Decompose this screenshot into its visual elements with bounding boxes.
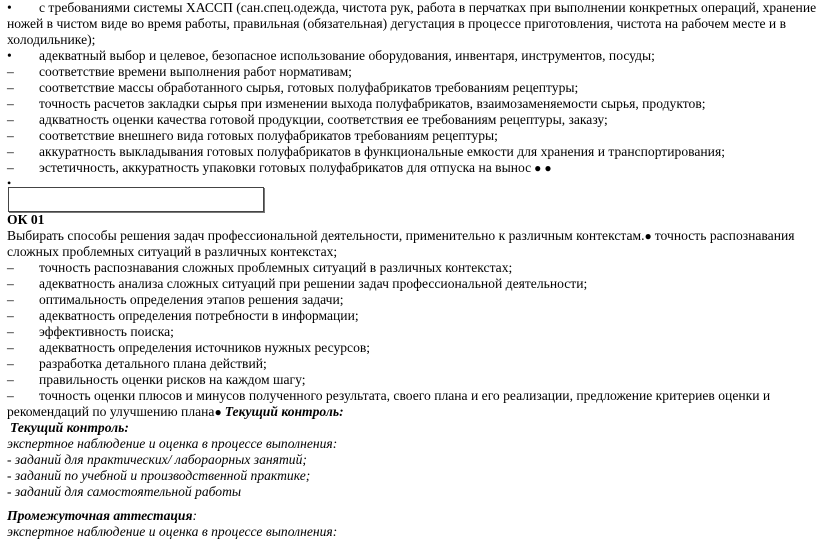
ok-item-3: – оптимальность определения этапов решения задачи; <box>7 292 344 307</box>
empty-text-frame <box>8 187 264 212</box>
ok-heading: ОК 01 <box>7 212 45 227</box>
dash-marker: – <box>7 372 14 387</box>
ok-intro-line-1: Выбирать способы решения задач профессиональной деятельности, применительно к различным контекстам.● точность распознавания <box>7 228 795 243</box>
current-control-item-1: - заданий для практических/ лабораорных занятий; <box>7 452 307 467</box>
req-line-5: – соответствие времени выполнения работ нормативам; <box>7 64 352 79</box>
dash-marker: – <box>7 276 14 291</box>
ok-intro-line-2: сложных проблемных ситуаций в различных контекстах; <box>7 244 338 259</box>
ok-item-5: – эффективность поиска; <box>7 324 174 339</box>
dash-marker: – <box>7 292 14 307</box>
dash-marker: – <box>7 324 14 339</box>
ok-item-2: – адекватность анализа сложных ситуаций при решении задач профессиональной деятельности; <box>7 276 588 291</box>
interim-title-line: Промежуточная аттестация: <box>7 508 198 523</box>
req-line-3: холодильнике); <box>7 32 96 47</box>
lone-bullet: • <box>7 176 12 190</box>
dash-marker: – <box>7 308 14 323</box>
req-line-2: ножей в чистом виде во время работы, правильная (обязательная) дегустация в процессе приготовления, чистота на рабочем месте и в <box>7 16 787 31</box>
req-line-7: – точность расчетов закладки сырья при изменении выхода полуфабрикатов, взаимозаменяемости сырья, продуктов; <box>7 96 706 111</box>
bullet-dot-icon: ● <box>214 405 225 419</box>
ok-item-4: – адекватность определения потребности в информации; <box>7 308 359 323</box>
dash-marker: – <box>7 388 14 403</box>
req-line-9: – соответствие внешнего вида готовых полуфабрикатов требованиям рецептуры; <box>7 128 498 143</box>
bullet-dot-icon: ● <box>644 229 655 243</box>
dash-marker: – <box>7 260 14 275</box>
current-control-item-2: - заданий по учебной и производственной практике; <box>7 468 311 483</box>
ok-item-9: – точность оценки плюсов и минусов полученного результата, своего плана и его реализации, предложение критериев оценки и <box>7 388 771 403</box>
req-line-6: – соответствие массы обработанного сырья, готовых полуфабрикатов требованиям рецептуры; <box>7 80 579 95</box>
bullet-dot-icon: ● <box>544 161 552 175</box>
req-line-11: – эстетичность, аккуратность упаковки готовых полуфабрикатов для отпуска на вынос ● ● <box>7 160 552 175</box>
req-line-8: – адкватность оценки качества готовой продукции, соответствия ее требованиям рецептуры, заказу; <box>7 112 608 127</box>
req-line-10: – аккуратность выкладывания готовых полуфабрикатов в функциональные емкости для хранения и транспортирования; <box>7 144 725 159</box>
bullet-dot-icon: ● <box>531 161 545 175</box>
ok-item-1: – точность распознавания сложных проблемных ситуаций в различных контекстах; <box>7 260 513 275</box>
current-control-intro: экспертное наблюдение и оценка в процессе выполнения: <box>7 436 338 451</box>
current-control-item-3: - заданий для самостоятельной работы <box>7 484 242 499</box>
ok-item-6: – адекватность определения источников нужных ресурсов; <box>7 340 371 355</box>
ok-item-8: – правильность оценки рисков на каждом шагу; <box>7 372 306 387</box>
ok-item-7: – разработка детального плана действий; <box>7 356 267 371</box>
ok-item-9-cont: рекомендаций по улучшению плана● Текущий контроль: <box>7 404 344 419</box>
dash-marker: – <box>7 340 14 355</box>
req-line-4: • адекватный выбор и целевое, безопасное использование оборудования, инвентаря, инструментов, посуды; <box>7 48 655 63</box>
req-line-1: • с требованиями системы ХАССП (сан.спец.одежда, чистота рук, работа в перчатках при выполнении конкретных операций, хранение <box>7 0 816 15</box>
interim-intro: экспертное наблюдение и оценка в процессе выполнения: <box>7 524 338 539</box>
current-control-title: Текущий контроль: <box>10 420 129 435</box>
dash-marker: – <box>7 356 14 371</box>
